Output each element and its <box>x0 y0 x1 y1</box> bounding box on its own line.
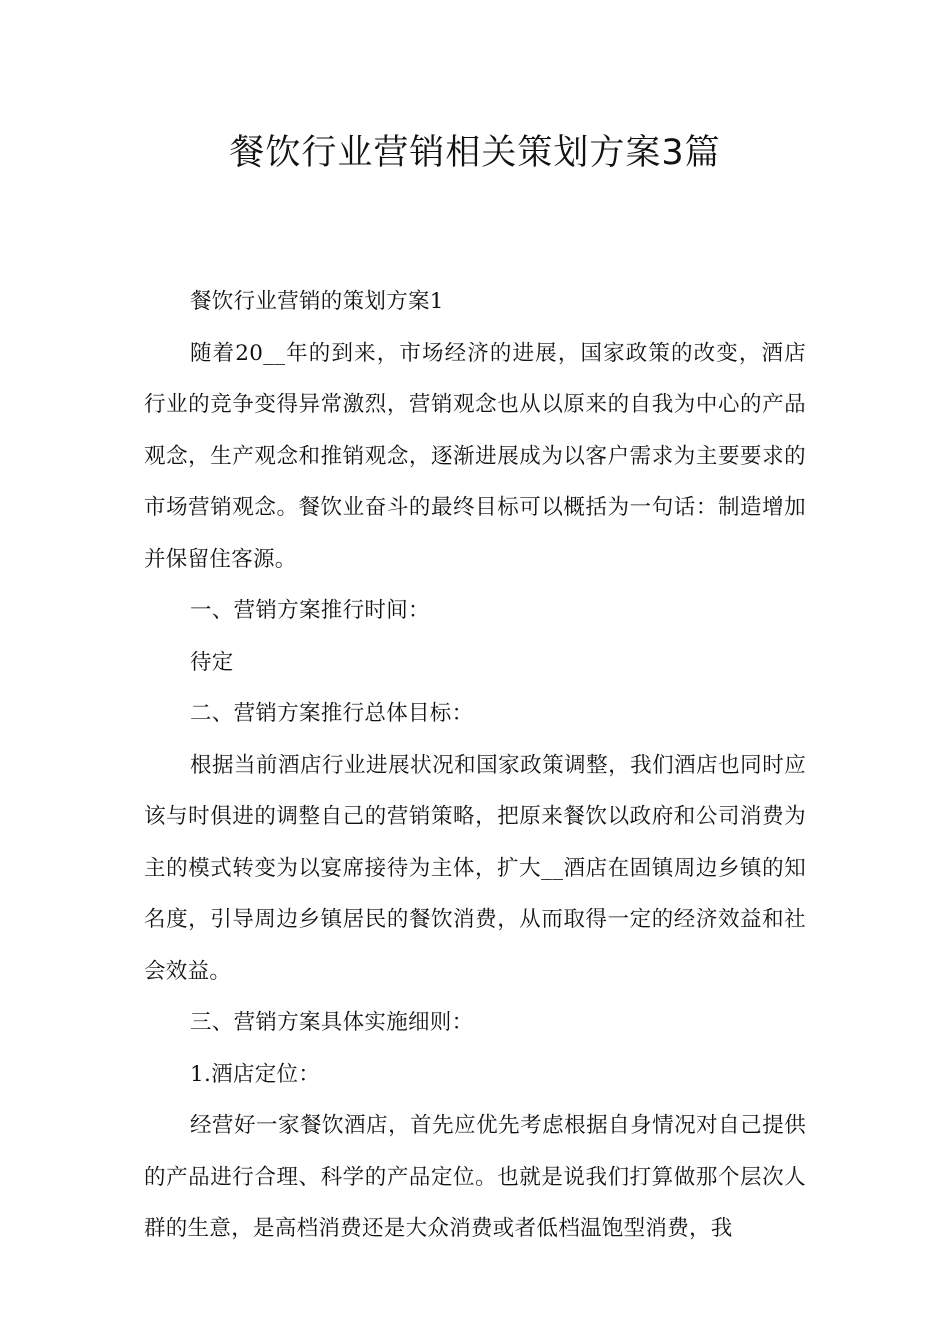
document-title: 餐饮行业营销相关策划方案3篇 <box>229 133 721 173</box>
body-paragraph: 经营好一家餐饮酒店，首先应优先考虑根据自身情况对自己提供的产品进行合理、科学的产品定位。也就是说我们打算做那个层次人群的生意，是高档消费还是大众消费或者低档温饱型消费，我 <box>144 1113 806 1241</box>
body-paragraph: 随着20__年的到来，市场经济的进展，国家政策的改变，酒店行业的竞争变得异常激烈，营销观念也从以原来的自我为中心的产品观念，生产观念和推销观念，逐渐进展成为以客户需求为主要要求的市场营销观念。餐饮业奋斗的最终目标可以概括为一句话：制造增加并保留住客源。 <box>144 340 806 572</box>
section-heading: 二、营销方案推行总体目标： <box>190 701 474 726</box>
section-heading: 餐饮行业营销的策划方案1 <box>190 289 444 314</box>
subsection-heading: 1.酒店定位： <box>190 1061 321 1087</box>
document-body <box>144 276 806 1255</box>
body-paragraph: 根据当前酒店行业进展状况和国家政策调整，我们酒店也同时应该与时俱进的调整自己的营销策略，把原来餐饮以政府和公司消费为主的模式转变为以宴席接待为主体，扩大__酒店在固镇周边乡镇的知名度，引导周边乡镇居民的餐饮消费，从而取得一定的经济效益和社会效益。 <box>144 752 806 984</box>
section-heading: 一、营销方案推行时间： <box>190 598 430 623</box>
section-heading: 三、营销方案具体实施细则： <box>190 1010 474 1035</box>
body-paragraph: 待定 <box>190 649 234 675</box>
